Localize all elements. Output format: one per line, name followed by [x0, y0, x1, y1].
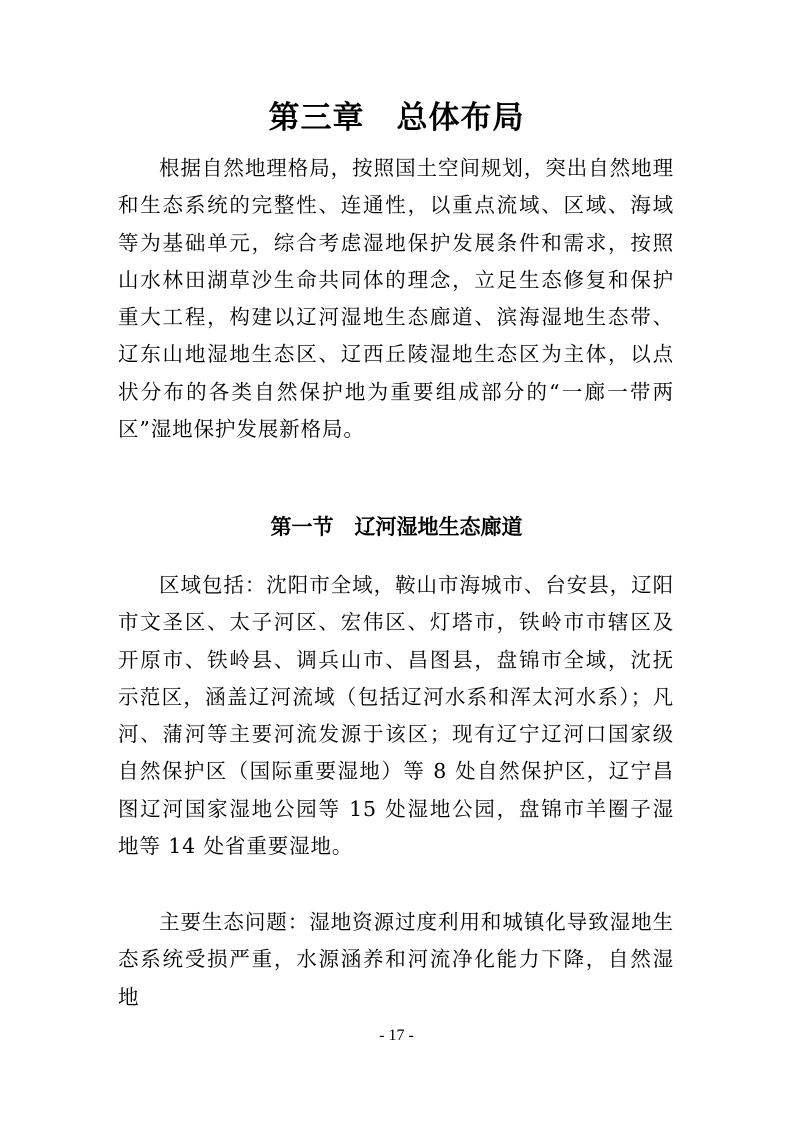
page-number: - 17 -	[379, 1027, 414, 1044]
region-paragraph: 区域包括：沈阳市全域，鞍山市海城市、台安县，辽阳市文圣区、太子河区、宏伟区、灯塔市，铁岭市市辖区及开原市、铁岭县、调兵山市、昌图县，盘锦市全域，沈抚示范区，涵盖辽河流域（包括辽河水系和浑太河水系）；凡河、蒲河等主要河流发源于该区；现有辽宁辽河口国家级自然保护区（国际重要湿地）等 8 处自然保护区，辽宁昌图辽河国家湿地公园等 15 处湿地公园，盘锦市羊圈子湿地等 14 处省重要湿地。	[118, 573, 674, 859]
problems-paragraph: 主要生态问题：湿地资源过度利用和城镇化导致湿地生态系统受损严重，水源涵养和河流净化能力下降，自然湿地	[118, 910, 674, 1009]
section-title: 第一节 辽河湿地生态廊道	[270, 515, 523, 539]
chapter-title: 第三章 总体布局	[268, 100, 525, 136]
intro-paragraph: 根据自然地理格局，按照国土空间规划，突出自然地理和生态系统的完整性、连通性，以重点流域、区域、海域等为基础单元，综合考虑湿地保护发展条件和需求，按照山水林田湖草沙生命共同体的理念，立足生态修复和保护重大工程，构建以辽河湿地生态廊道、滨海湿地生态带、辽东山地湿地生态区、辽西丘陵湿地生态区为主体，以点状分布的各类自然保护地为重要组成部分的“一廊一带两区”湿地保护发展新格局。	[118, 156, 674, 442]
